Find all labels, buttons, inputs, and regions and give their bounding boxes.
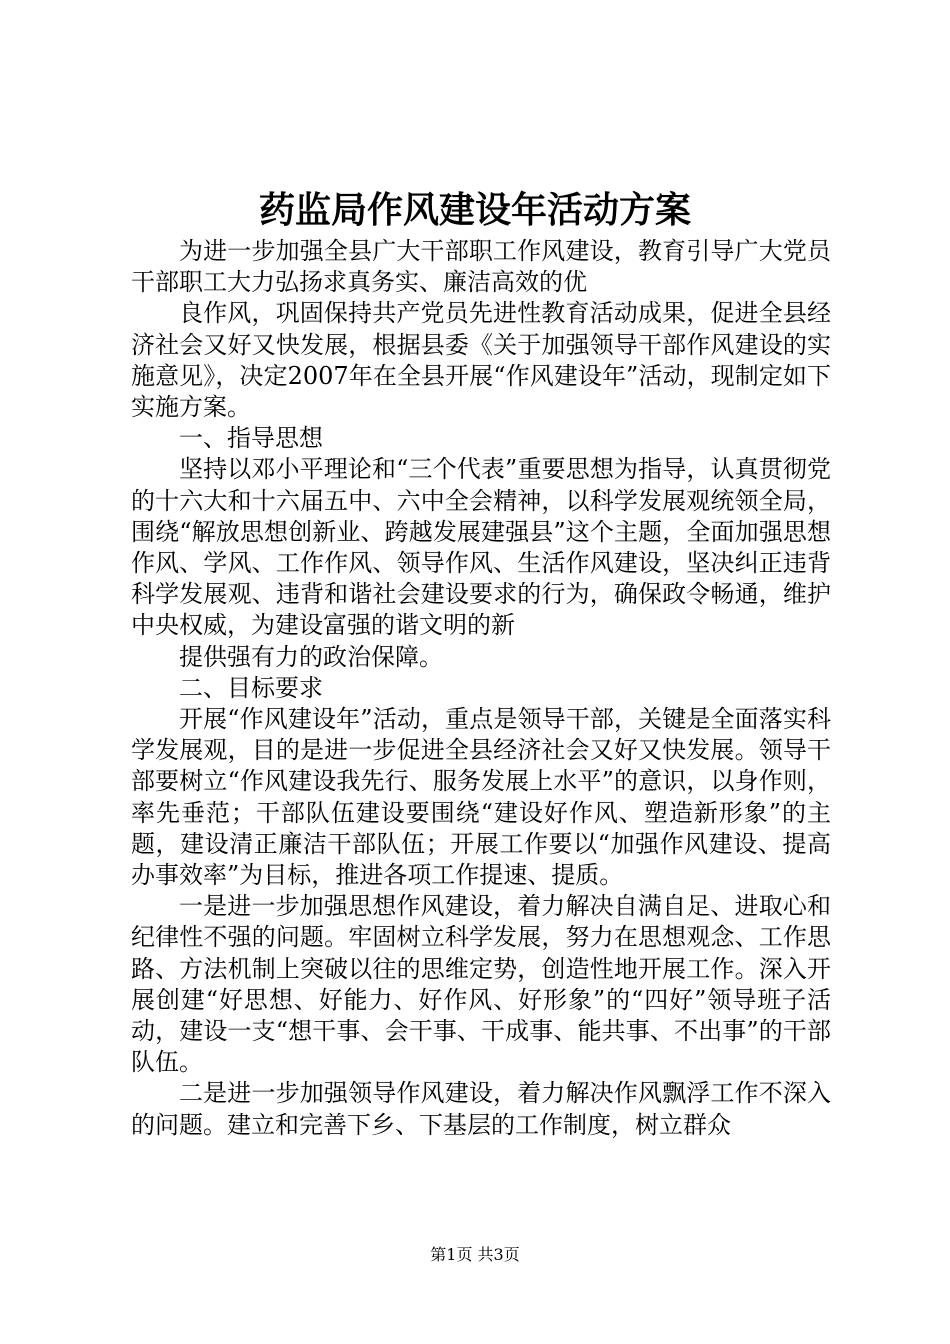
paragraph: 二是进一步加强领导作风建设，着力解决作风飘浮工作不深入的问题。建立和完善下乡、下基层的工作制度，树立群众 bbox=[131, 1079, 831, 1139]
page-number-footer: 第1页 共3页 bbox=[430, 1245, 520, 1264]
section-heading: 二、目标要求 bbox=[179, 673, 323, 702]
paragraph: 为进一步加强全县广大干部职工作风建设，教育引导广大党员干部职工大力弘扬求真务实、廉洁高效的优 bbox=[131, 237, 831, 297]
paragraph: 坚持以邓小平理论和“三个代表”重要思想为指导，认真贯彻党的十六大和十六届五中、六中全会精神，以科学发展观统领全局，围绕“解放思想创新业、跨越发展建强县”这个主题，全面加强思想作风、学风、工作作风、领导作风、生活作风建设，坚决纠正违背科学发展观、违背和谐社会建设要求的行为，确保政令畅通，维护中央权威，为建设富强的谐文明的新 bbox=[131, 455, 831, 640]
section-heading: 一、指导思想 bbox=[179, 424, 323, 453]
paragraph: 开展“作风建设年”活动，重点是领导干部，关键是全面落实科学发展观，目的是进一步促进全县经济社会又好又快发展。领导干部要树立“作风建设我先行、服务发展上水平”的意识，以身作则，率先垂范；干部队伍建设要围绕“建设好作风、塑造新形象”的主题，建设清正廉洁干部队伍；开展工作要以“加强作风建设、提高办事效率”为目标，推进各项工作提速、提质。 bbox=[131, 705, 831, 890]
paragraph: 提供强有力的政治保障。 bbox=[179, 642, 443, 671]
paragraph: 良作风，巩固保持共产党员先进性教育活动成果，促进全县经济社会又好又快发展，根据县委《关于加强领导干部作风建设的实施意见》，决定2007年在全县开展“作风建设年”活动，现制定如下实施方案。 bbox=[131, 299, 831, 422]
document-body bbox=[131, 236, 831, 1141]
document-title: 药监局作风建设年活动方案 bbox=[258, 189, 691, 231]
paragraph: 一是进一步加强思想作风建设，着力解决自满自足、进取心和纪律性不强的问题。牢固树立科学发展，努力在思想观念、工作思路、方法机制上突破以往的思维定势，创造性地开展工作。深入开展创建“好思想、好能力、好作风、好形象”的“四好”领导班子活动，建设一支“想干事、会干事、干成事、能共事、不出事”的干部队伍。 bbox=[131, 892, 831, 1077]
